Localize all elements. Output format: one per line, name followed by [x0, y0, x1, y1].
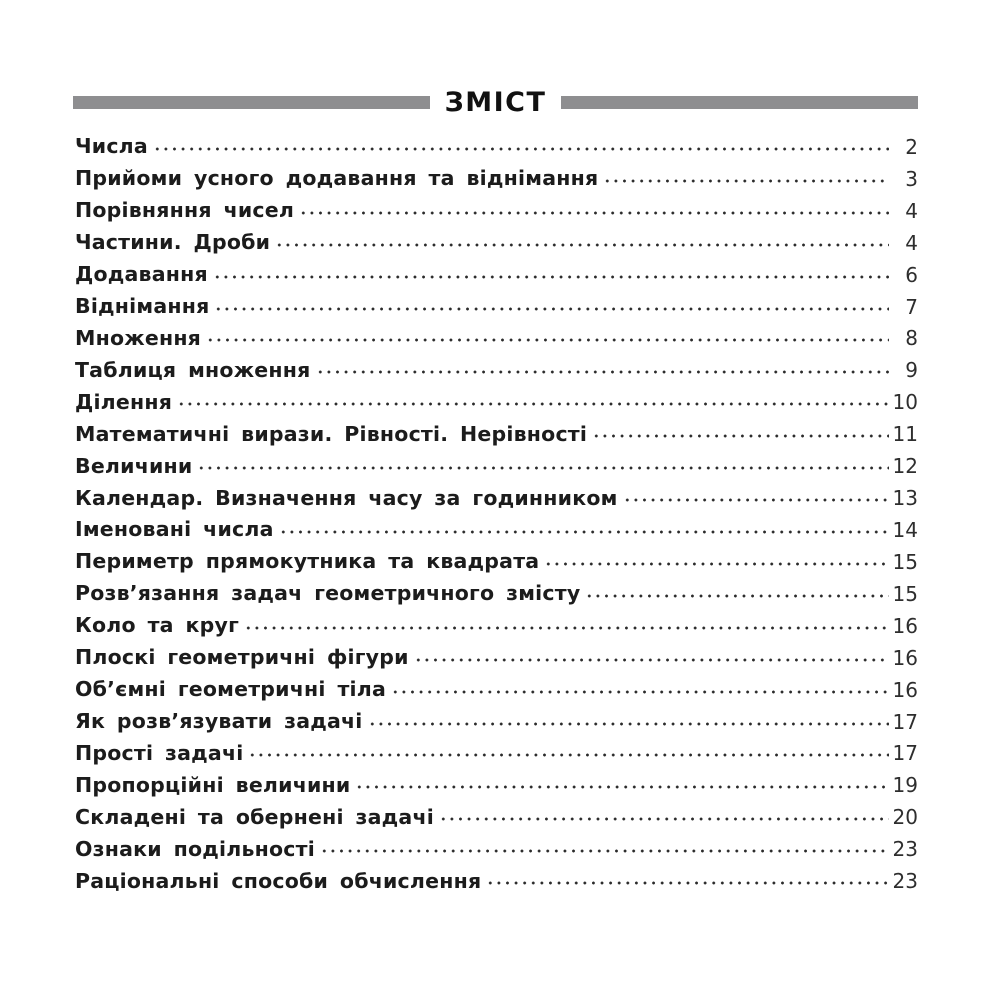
toc-entry: [75, 737, 918, 769]
dotted-leader: [206, 338, 889, 342]
toc-entry-label: Множення: [75, 325, 202, 350]
toc-entry-page-number: 17: [892, 709, 918, 734]
toc-entry-page-number: 14: [892, 517, 918, 542]
page-title: ЗМІСТ: [444, 86, 547, 118]
toc-entry-label: Додавання: [75, 262, 208, 287]
toc-entry: [75, 641, 918, 673]
toc-entry-label: Віднімання: [75, 294, 210, 319]
dotted-leader: [603, 179, 889, 183]
toc-entry: [75, 673, 918, 705]
toc-entry: [75, 768, 918, 800]
dotted-leader: [244, 626, 889, 630]
toc-entry-label: Пропорційні величини: [75, 772, 351, 797]
toc-entry: [75, 513, 918, 545]
toc-entry-label: Частини. Дроби: [75, 230, 271, 255]
dotted-leader: [299, 211, 889, 215]
toc-entry-label: Коло та круг: [75, 613, 239, 638]
toc-entry-page-number: 19: [892, 773, 918, 798]
toc-entry: [75, 864, 918, 896]
toc-entry-page-number: 7: [905, 294, 918, 319]
toc-entry-label: Математичні вирази. Рівності. Нерівності: [75, 421, 588, 446]
toc-entry-page-number: 16: [892, 613, 918, 638]
dotted-leader: [439, 817, 889, 821]
toc-entry-label: Календар. Визначення часу за годинником: [75, 485, 618, 510]
dotted-leader: [592, 434, 889, 438]
toc-entry: [75, 226, 918, 258]
dotted-leader: [275, 243, 889, 247]
toc-entry: [75, 258, 918, 290]
toc-entry-page-number: 15: [892, 581, 918, 606]
toc-entry-label: Як розв’язувати задачі: [75, 709, 363, 734]
toc-entry-label: Прийоми усного додавання та віднімання: [75, 166, 599, 191]
book-page: [0, 88, 1000, 1000]
toc-entry-label: Розв’язання задач геометричного змісту: [75, 581, 581, 606]
toc-entry-page-number: 15: [892, 549, 918, 574]
toc-entry: [75, 194, 918, 226]
toc-entry-page-number: 12: [892, 454, 918, 479]
toc-entry-label: Іменовані числа: [75, 517, 274, 542]
toc-entry: [75, 162, 918, 194]
toc-entry-page-number: 4: [905, 230, 918, 255]
toc-entry-page-number: 20: [892, 805, 918, 830]
dotted-leader: [279, 530, 889, 534]
toc-entry-page-number: 4: [905, 198, 918, 223]
table-of-contents: [75, 130, 918, 896]
dotted-leader: [391, 690, 889, 694]
dotted-leader: [316, 370, 889, 374]
toc-entry: [75, 705, 918, 737]
toc-entry: [75, 353, 918, 385]
toc-entry: [75, 130, 918, 162]
toc-entry-label: Прості задачі: [75, 740, 244, 765]
contents-header: [73, 88, 918, 116]
dotted-leader: [153, 147, 889, 151]
toc-entry-page-number: 11: [892, 422, 918, 447]
toc-entry-label: Об’ємні геометричні тіла: [75, 677, 386, 702]
toc-entry-label: Периметр прямокутника та квадрата: [75, 549, 540, 574]
dotted-leader: [320, 849, 889, 853]
dotted-leader: [197, 466, 889, 470]
toc-entry: [75, 800, 918, 832]
toc-entry-page-number: 10: [892, 390, 918, 415]
toc-entry-label: Плоскі геометричні фігури: [75, 645, 409, 670]
toc-entry: [75, 290, 918, 322]
toc-entry-page-number: 2: [905, 134, 918, 159]
toc-entry-label: Раціональні способи обчислення: [75, 868, 482, 893]
dotted-leader: [544, 562, 889, 566]
toc-entry-label: Складені та обернені задачі: [75, 804, 434, 829]
toc-entry: [75, 832, 918, 864]
toc-entry-label: Ділення: [75, 389, 173, 414]
dotted-leader: [623, 498, 889, 502]
dotted-leader: [585, 594, 889, 598]
toc-entry-page-number: 16: [892, 645, 918, 670]
toc-entry-label: Таблиця множення: [75, 357, 311, 382]
dotted-leader: [368, 722, 889, 726]
dotted-leader: [177, 402, 889, 406]
toc-entry: [75, 322, 918, 354]
title-rule-left: [73, 96, 430, 109]
toc-entry-page-number: 13: [892, 486, 918, 511]
toc-entry-page-number: 23: [892, 837, 918, 862]
toc-entry-page-number: 23: [892, 869, 918, 894]
toc-entry-label: Ознаки подільності: [75, 836, 315, 861]
toc-entry-label: Числа: [75, 134, 148, 159]
toc-entry: [75, 545, 918, 577]
toc-entry-page-number: 16: [892, 677, 918, 702]
toc-entry-page-number: 17: [892, 741, 918, 766]
toc-entry-label: Величини: [75, 453, 193, 478]
toc-entry-page-number: 6: [905, 262, 918, 287]
title-rule-right: [561, 96, 918, 109]
dotted-leader: [486, 881, 889, 885]
dotted-leader: [214, 307, 889, 311]
toc-entry-page-number: 8: [905, 326, 918, 351]
dotted-leader: [248, 753, 889, 757]
toc-entry: [75, 449, 918, 481]
toc-entry-page-number: 9: [905, 358, 918, 383]
toc-entry: [75, 417, 918, 449]
toc-entry: [75, 481, 918, 513]
dotted-leader: [414, 658, 889, 662]
toc-entry: [75, 577, 918, 609]
toc-entry: [75, 609, 918, 641]
toc-entry: [75, 385, 918, 417]
toc-entry-label: Порівняння чисел: [75, 198, 295, 223]
dotted-leader: [355, 785, 889, 789]
dotted-leader: [213, 275, 889, 279]
toc-entry-page-number: 3: [905, 166, 918, 191]
